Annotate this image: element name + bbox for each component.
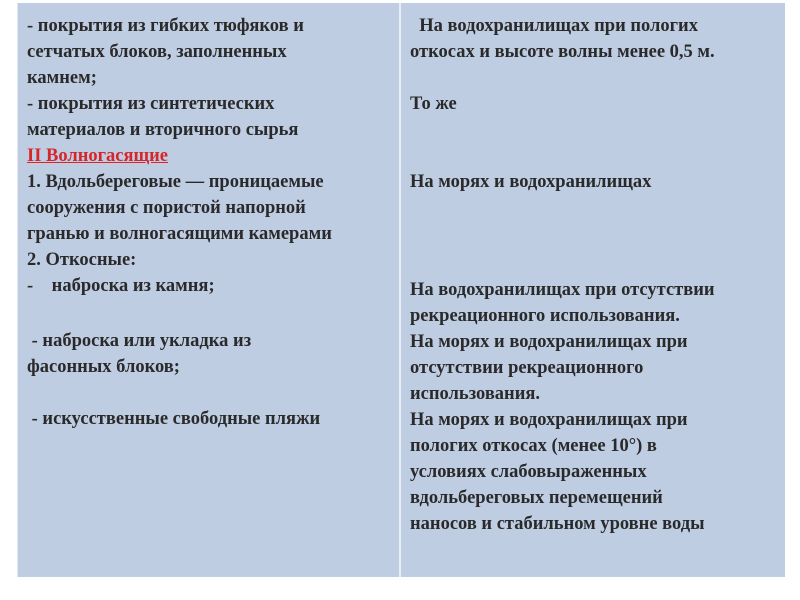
text-line: вдольбереговых перемещений — [410, 488, 663, 508]
text-line: откосах и высоте волны менее 0,5 м. — [410, 42, 715, 62]
text-line: На морях и водохранилищах — [410, 172, 652, 192]
text-line: На водохранилищах при отсутствии — [410, 280, 715, 300]
text-line: - наброска или укладка из — [27, 331, 252, 351]
text-line: материалов и вторичного сырья — [27, 120, 299, 140]
text-line: отсутствии рекреационного — [410, 358, 644, 378]
section-heading: II Волногасящие — [27, 146, 169, 166]
text-line: рекреационного использования. — [410, 306, 680, 326]
text-line: - покрытия из гибких тюфяков и — [27, 16, 304, 36]
right-column — [401, 3, 785, 577]
text-line: использования. — [410, 384, 541, 404]
text-line: условиях слабовыраженных — [410, 462, 647, 482]
text-line: На морях и водохранилищах при — [410, 332, 688, 352]
text-line: На морях и водохранилищах при — [410, 410, 688, 430]
text-line: наносов и стабильном уровне воды — [410, 514, 705, 534]
text-line: - покрытия из синтетических — [27, 94, 275, 114]
text-line: сооружения с пористой напорной — [27, 198, 306, 218]
text-line: 2. Откосные: — [27, 250, 137, 270]
text-line: - искусственные свободные пляжи — [27, 409, 321, 429]
content-table — [17, 3, 785, 577]
text-line: камнем; — [27, 68, 97, 88]
text-line: 1. Вдольбереговые — проницаемые — [27, 172, 324, 192]
text-line: На водохранилищах при пологих — [410, 16, 698, 36]
text-line: гранью и волногасящими камерами — [27, 224, 332, 244]
text-line: фасонных блоков; — [27, 357, 180, 377]
text-line: То же — [410, 94, 457, 114]
left-column — [18, 3, 401, 577]
text-line: сетчатых блоков, заполненных — [27, 42, 287, 62]
text-line: - наброска из камня; — [27, 276, 215, 296]
text-line: пологих откосах (менее 10°) в — [410, 436, 657, 456]
